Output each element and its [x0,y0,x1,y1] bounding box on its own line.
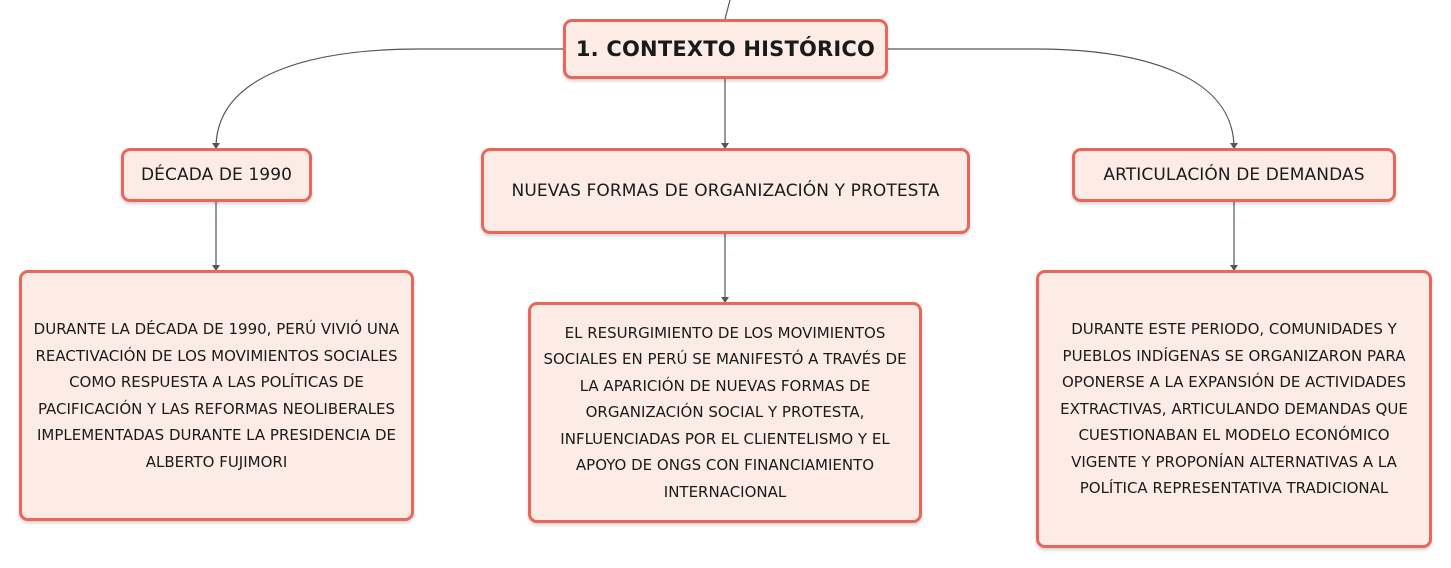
topic-node-decada-1990[interactable] [121,148,312,202]
detail-text: DURANTE ESTE PERIODO, COMUNIDADES Y PUEBLOS INDÍGENAS SE ORGANIZARON PARA OPONERSE A LA EXPANSIÓN DE ACTIVIDADES EXTRACTIVAS, ARTICULANDO DEMANDAS QUE CUESTIONABAN EL MODELO ECONÓMICO VIGENTE Y PROPONÍAN ALTERNATIVAS A LA POLÍTICA REPRESENTATIVA TRADICIONAL [1060,320,1408,498]
detail-node-decada-1990[interactable] [19,270,414,521]
detail-node-nuevas-formas[interactable] [528,302,922,523]
detail-text: DURANTE LA DÉCADA DE 1990, PERÚ VIVIÓ UNA REACTIVACIÓN DE LOS MOVIMIENTOS SOCIALES COMO RESPUESTA A LAS POLÍTICAS DE PACIFICACIÓN Y LAS REFORMAS NEOLIBERALES IMPLEMENTADAS DURANTE LA PRESIDENCIA DE ALBERTO FUJIMORI [33,320,400,471]
topic-node-articulacion[interactable] [1072,148,1396,202]
root-node[interactable] [563,19,888,79]
connector-root-to-decada [216,49,563,148]
connector-parent-to-root [725,0,730,19]
detail-node-articulacion[interactable] [1036,270,1432,548]
root-label: 1. CONTEXTO HISTÓRICO [575,37,876,61]
topic-node-nuevas-formas[interactable] [481,148,970,234]
topic-label: DÉCADA DE 1990 [140,165,293,185]
topic-label: NUEVAS FORMAS DE ORGANIZACIÓN Y PROTESTA [511,181,940,201]
detail-text: EL RESURGIMIENTO DE LOS MOVIMIENTOS SOCIALES EN PERÚ SE MANIFESTÓ A TRAVÉS DE LA APARICIÓN DE NUEVAS FORMAS DE ORGANIZACIÓN SOCIAL Y PROTESTA, INFLUENCIADAS POR EL CLIENTELISMO Y EL APOYO DE ONGS CON FINANCIAMIENTO INTERNACIONAL [543,323,907,501]
connector-root-to-articulacion [888,49,1234,148]
topic-label: ARTICULACIÓN DE DEMANDAS [1103,165,1365,185]
